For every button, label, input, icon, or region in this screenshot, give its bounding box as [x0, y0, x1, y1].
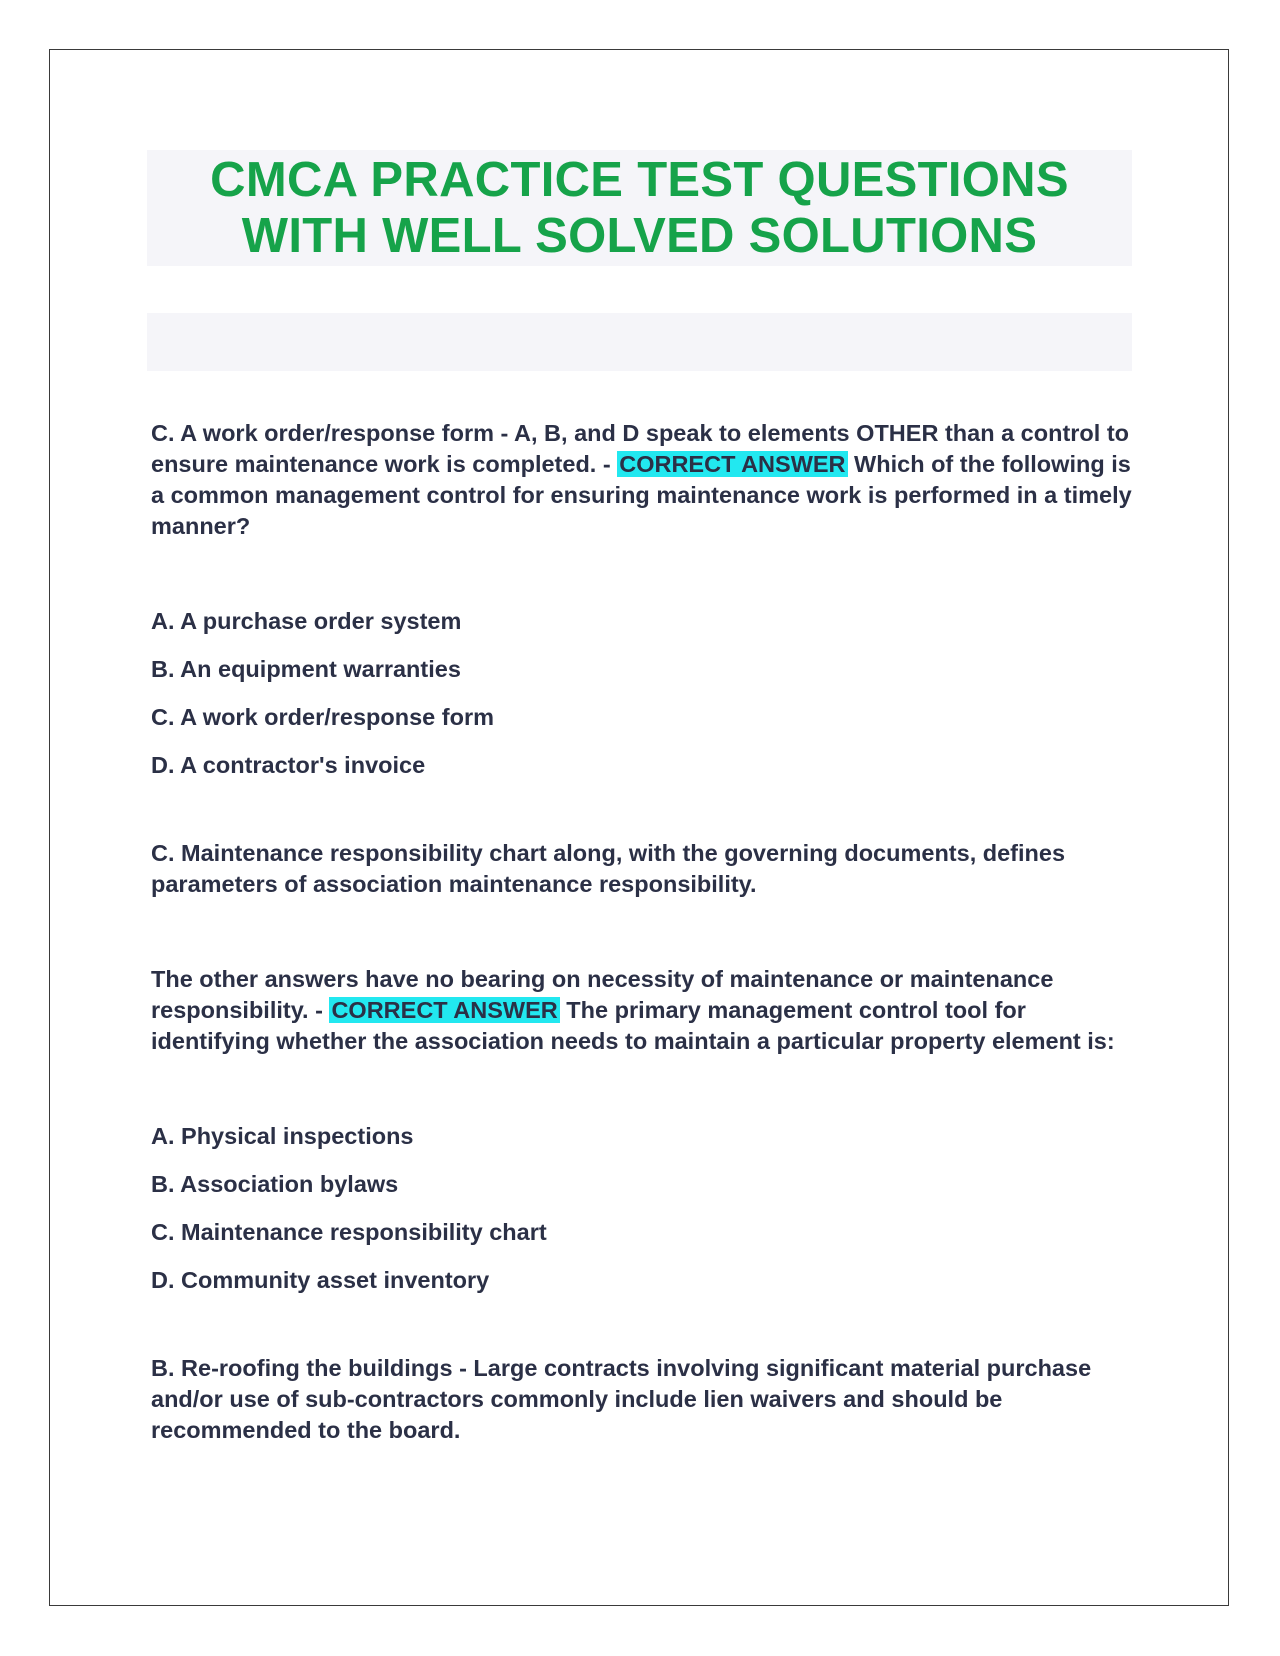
option-item: B. Association bylaws	[151, 1171, 399, 1197]
options-list-1	[151, 606, 1136, 798]
correct-answer-marker: CORRECT ANSWER	[619, 451, 846, 477]
question-block-2	[151, 964, 1136, 1057]
option-item: A. A purchase order system	[151, 608, 462, 634]
answer-paragraph-2a: C. Maintenance responsibility chart along, with the governing documents, defines parameters of association maintenance responsibility.	[151, 840, 1066, 897]
title-banner	[147, 150, 1132, 266]
option-item: D. A contractor's invoice	[151, 752, 426, 778]
subtitle-banner	[147, 313, 1132, 371]
option-item: D. Community asset inventory	[151, 1267, 490, 1293]
question-text: Which of the following is a common management control for ensuring maintenance work is performed in a timely manner?	[151, 451, 1132, 539]
title-line-1: CMCA PRACTICE TEST QUESTIONS	[210, 153, 1069, 207]
title-line-2: WITH WELL SOLVED SOLUTIONS	[241, 209, 1038, 263]
correct-answer-marker: CORRECT ANSWER	[331, 997, 558, 1023]
answer-text: The other answers have no bearing on necessity of maintenance or maintenance responsibility. -	[151, 966, 1054, 1023]
option-item: C. A work order/response form	[151, 704, 494, 730]
answer-paragraph-3: B. Re-roofing the buildings - Large contracts involving significant material purchase and/or use of sub-contractors commonly include lien waivers and should be recommended to the board.	[151, 1355, 1092, 1443]
options-list-2	[151, 1121, 1136, 1313]
question-text: The primary management control tool for identifying whether the association needs to maintain a particular property element is:	[151, 997, 1115, 1054]
option-item: A. Physical inspections	[151, 1123, 414, 1149]
option-item: C. Maintenance responsibility chart	[151, 1219, 547, 1245]
document-body	[151, 418, 1136, 1446]
question-block-1	[151, 418, 1136, 542]
option-item: B. An equipment warranties	[151, 656, 461, 682]
answer-text: C. A work order/response form - A, B, and D speak to elements OTHER than a control to ensure maintenance work is completed. -	[151, 420, 1130, 477]
